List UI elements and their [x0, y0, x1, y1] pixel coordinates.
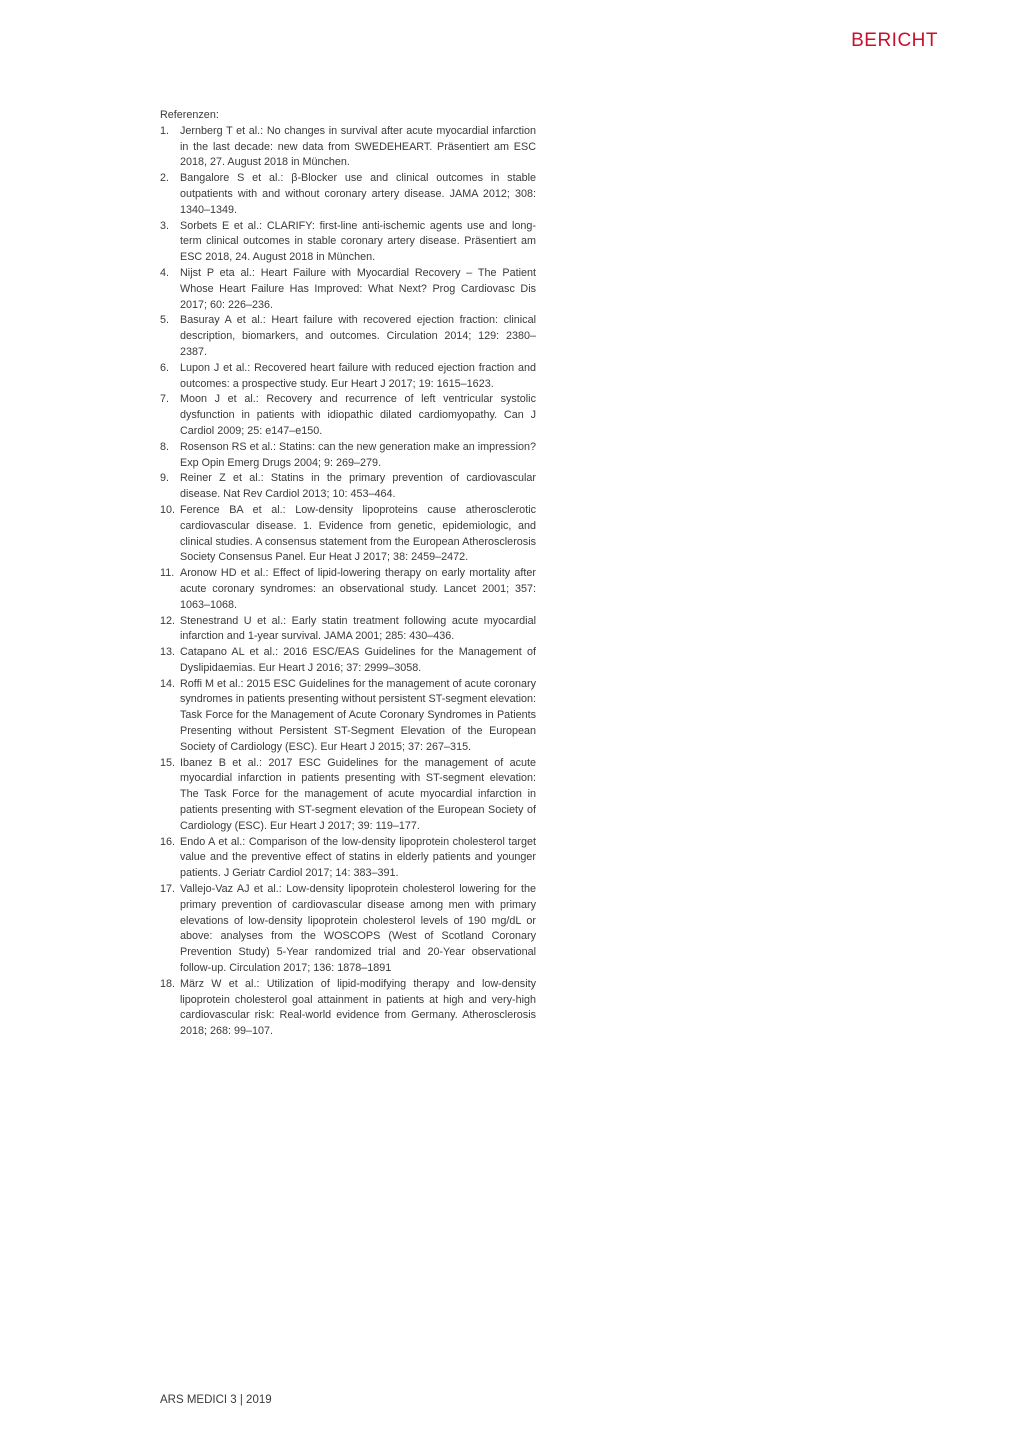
reference-text: Sorbets E et al.: CLARIFY: first-line anti-ischemic agents use and long-term clinical outcomes in stable coronary artery disease. Präsentiert am ESC 2018, 24. August 2018 in München.: [180, 219, 536, 264]
reference-item: [160, 266, 536, 313]
reference-text: Catapano AL et al.: 2016 ESC/EAS Guidelines for the Management of Dyslipidaemias. Eur Heart J 2016; 37: 2999–3058.: [180, 646, 536, 674]
reference-text: Rosenson RS et al.: Statins: can the new generation make an impression? Exp Opin Emerg Drugs 2004; 9: 269–279.: [180, 440, 536, 469]
reference-text: Basuray A et al.: Heart failure with recovered ejection fraction: clinical description, biomarkers, and outcomes. Circulation 2014; 129: 2380–2387.: [180, 314, 536, 358]
references-heading: Referenzen:: [160, 109, 219, 121]
reference-number: 17.: [160, 883, 176, 896]
reference-text: Lupon J et al.: Recovered heart failure with reduced ejection fraction and outcomes: a prospective study. Eur Heart J 2017; 19: 1615–1623.: [180, 361, 536, 390]
reference-item: [160, 756, 536, 835]
reference-number: 1.: [160, 124, 170, 137]
reference-item: [160, 835, 536, 882]
reference-text: Reiner Z et al.: Statins in the primary prevention of cardiovascular disease. Nat Rev Cardiol 2013; 10: 453–464.: [180, 472, 536, 501]
reference-number: 7.: [160, 393, 170, 406]
reference-item: [160, 614, 536, 646]
reference-item: [160, 677, 536, 756]
reference-text: Moon J et al.: Recovery and recurrence of left ventricular systolic dysfunction in patients with idiopathic dilated cardiomyopathy. Can J Cardiol 2009; 25: e147–e150.: [180, 393, 536, 437]
reference-item: [160, 440, 536, 472]
reference-text: Ibanez B et al.: 2017 ESC Guidelines for the management of acute myocardial infarction in patients presenting with ST-segment elevation: The Task Force for the management of acute myocardial infarction in patients presenting with ST-segment elevation of the European Society of Cardiology (ESC). Eur Heart J 2017; 39: 119–177.: [180, 756, 536, 832]
reference-number: 5.: [160, 314, 170, 327]
reference-item: [160, 361, 536, 393]
reference-item: [160, 171, 536, 218]
reference-item: [160, 471, 536, 503]
reference-number: 10.: [160, 503, 176, 516]
reference-text: März W et al.: Utilization of lipid-modifying therapy and low-density lipoprotein cholesterol goal attainment in patients at high and very-high cardiovascular risk: Real-world evidence from Germany. Atherosclerosis 2018; 268: 99–107.: [180, 977, 536, 1038]
reference-number: 3.: [160, 219, 170, 232]
reference-item: [160, 882, 536, 977]
reference-text: Stenestrand U et al.: Early statin treatment following acute myocardial infarction and 1-year survival. JAMA 2001; 285: 430–436.: [180, 614, 536, 643]
reference-number: 2.: [160, 172, 170, 185]
reference-text: Jernberg T et al.: No changes in survival after acute myocardial infarction in the last decade: new data from SWEDEHEART. Präsentiert am ESC 2018, 27. August 2018 in München.: [180, 124, 536, 169]
reference-number: 16.: [160, 835, 176, 848]
reference-text: Aronow HD et al.: Effect of lipid-lowering therapy on early mortality after acute coronary syndromes: an observational study. Lancet 2001; 357: 1063–1068.: [180, 567, 536, 611]
reference-number: 6.: [160, 361, 170, 374]
reference-text: Nijst P eta al.: Heart Failure with Myocardial Recovery – The Patient Whose Heart Failure Has Improved: What Next? Prog Cardiovasc Dis 2017; 60: 226–236.: [180, 266, 536, 311]
reference-item: [160, 313, 536, 360]
reference-item: [160, 124, 536, 171]
reference-text: Bangalore S et al.: β-Blocker use and clinical outcomes in stable outpatients with and without coronary artery disease. JAMA 2012; 308: 1340–1349.: [180, 172, 536, 216]
reference-text: Ference BA et al.: Low-density lipoproteins cause atherosclerotic cardiovascular disease. 1. Evidence from genetic, epidemiologic, and clinical studies. A consensus statement from the European Atherosclerosis Society Consensus Panel. Eur Heat J 2017; 38: 2459–2472.: [180, 503, 536, 564]
reference-item: [160, 503, 536, 566]
references-section: [160, 108, 536, 1040]
reference-number: 11.: [160, 567, 175, 580]
reference-item: [160, 977, 536, 1040]
reference-text: Endo A et al.: Comparison of the low-density lipoprotein cholesterol target value and the preventive effect of statins in elderly patients and younger patients. J Geriatr Cardiol 2017; 14: 383–391.: [180, 835, 536, 880]
reference-item: [160, 645, 536, 677]
reference-text: Vallejo-Vaz AJ et al.: Low-density lipoprotein cholesterol lowering for the primary prevention of cardiovascular disease among men with primary elevations of low-density lipoprotein cholesterol levels of 190 mg/dL or above: analyses from the WOSCOPS (West of Scotland Coronary Prevention Study) 5-Year randomized trial and 20-Year observational follow-up. Circulation 2017; 136: 1878–1891: [180, 883, 536, 975]
reference-number: 13.: [160, 646, 176, 659]
reference-number: 12.: [160, 614, 176, 627]
reference-text: Roffi M et al.: 2015 ESC Guidelines for the management of acute coronary syndromes in patients presenting without persistent ST-segment elevation: Task Force for the Management of Acute Coronary Syndromes in Patients Presenting without Persistent ST-Segment Elevation of the European Society of Cardiology (ESC). Eur Heart J 2015; 37: 267–315.: [180, 677, 536, 753]
reference-number: 8.: [160, 440, 170, 453]
reference-number: 18.: [160, 977, 176, 990]
reference-number: 4.: [160, 266, 170, 279]
reference-item: [160, 566, 536, 613]
reference-number: 9.: [160, 472, 170, 485]
reference-item: [160, 219, 536, 266]
reference-number: 15.: [160, 756, 176, 769]
footer-publication: ARS MEDICI 3 | 2019: [160, 1394, 272, 1406]
reference-number: 14.: [160, 677, 176, 690]
reference-list: [160, 124, 536, 1040]
reference-item: [160, 392, 536, 439]
section-tag: BERICHT: [851, 30, 938, 51]
